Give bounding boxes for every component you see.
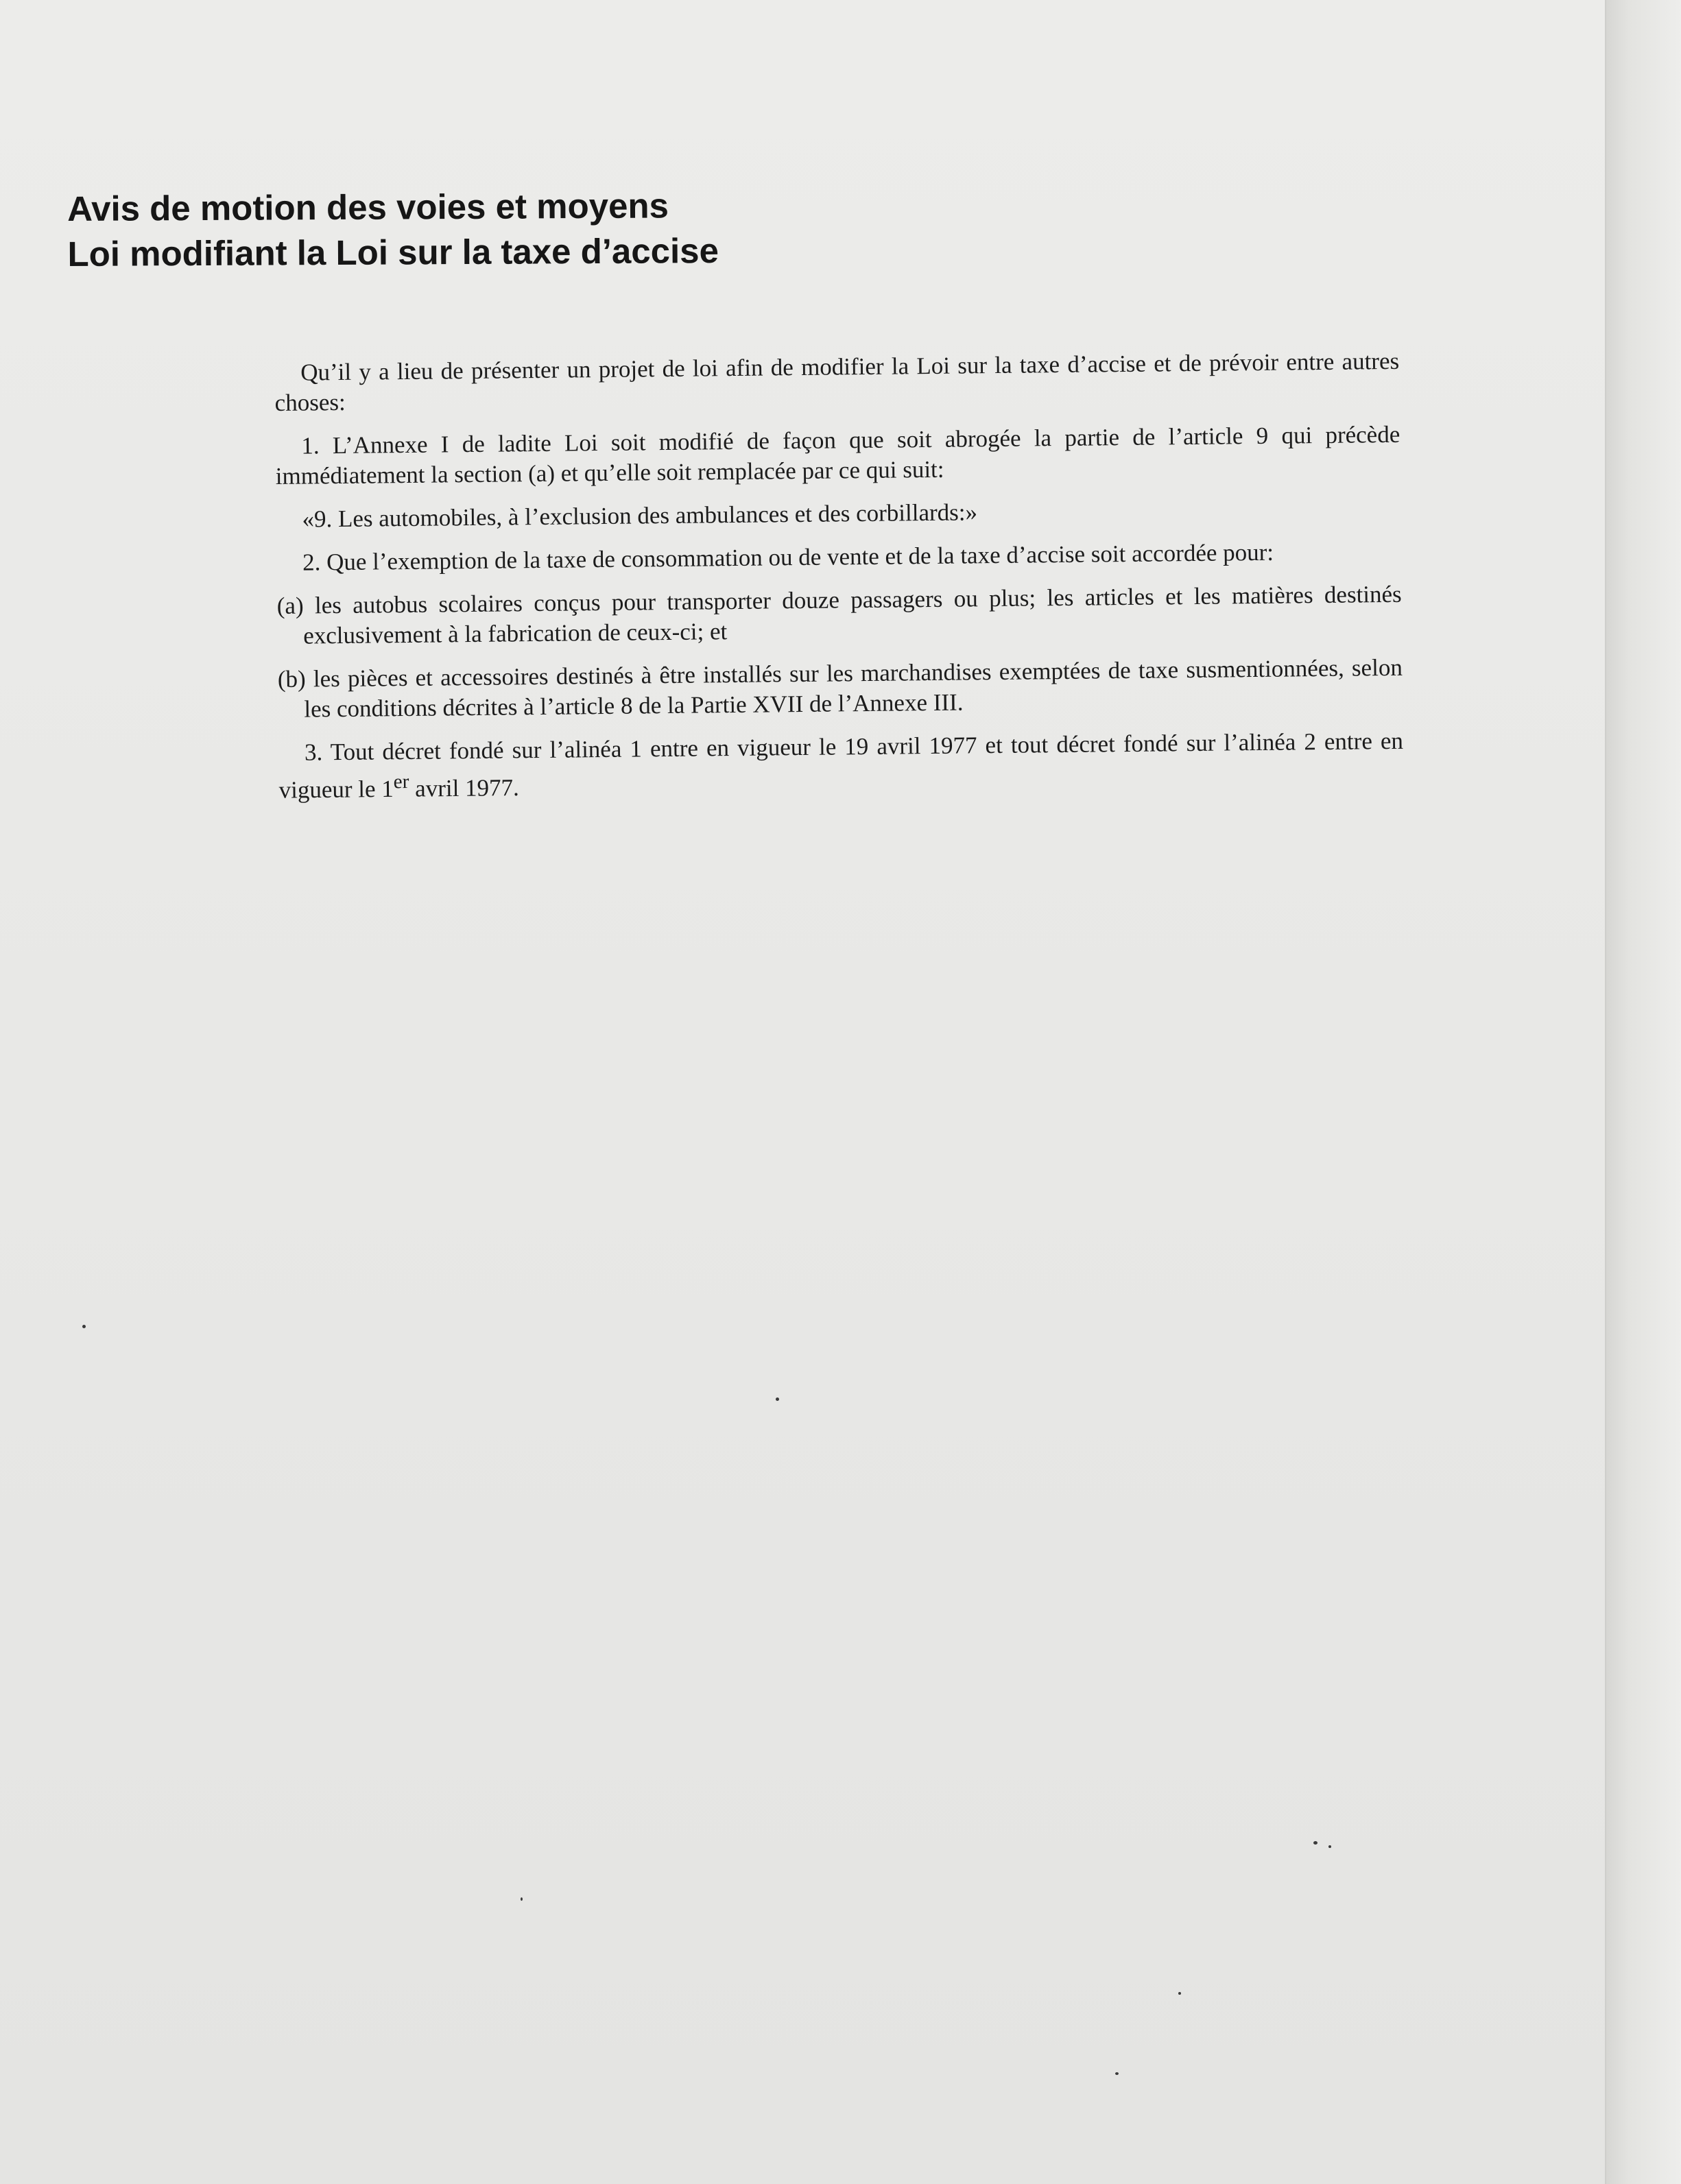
speck-mark [521,1897,523,1901]
notice-title-line-2: Loi modifiant la Loi sur la taxe d’accise [67,231,719,274]
paragraph-item-3-main: 3. Tout décret fondé sur l’alinéa 1 entre en vigueur le 19 avril 1977 et tout décret fondé sur l’alinéa 2 entre en vigueur le 1 [278,727,1404,804]
paragraph-item-3-end: avril 1977. [409,773,520,802]
notice-title-line-1: Avis de motion des voies et moyens [67,186,669,228]
page-edge [1605,0,1681,2184]
speck-mark [1328,1845,1331,1848]
speck-mark [1115,2072,1119,2075]
paragraph-item-2b: (b) les pièces et accessoires destinés à être installés sur les marchandises exemptées de taxe susmentionnées, selon les conditions décrites à l’article 8 de la Partie XVII de l’Annexe III. [277,653,1403,723]
speck-mark [82,1325,86,1328]
paragraph-item-3 [278,726,1404,806]
paragraph-item-1-quote: «9. Les automobiles, à l’exclusion des ambulances et des corbillards:» [302,499,978,533]
paragraph-item-3-superscript: er [393,770,409,793]
speck-mark [1313,1841,1318,1845]
notice-title [67,182,959,277]
intro-paragraph: Qu’il y a lieu de présenter un projet de loi afin de modifier la Loi sur la taxe d’accise et de prévoir entre autres choses: [274,347,1400,416]
paragraph-item-1: 1. L’Annexe I de ladite Loi soit modifié de façon que soit abrogée la partie de l’article 9 qui précède immédiatement la section (a) et qu’elle soit remplacée par ce qui suit: [275,420,1400,490]
notice-body [274,346,1404,819]
paragraph-item-2: 2. Que l’exemption de la taxe de consommation ou de vente et de la taxe d’accise soit accordée pour: [302,538,1274,576]
paragraph-item-2a: (a) les autobus scolaires conçus pour transporter douze passagers ou plus; les articles et les matières destinés exclusivement à la fabrication de ceux-ci; et [276,580,1402,649]
speck-mark [776,1397,779,1401]
speck-mark [1178,1992,1181,1995]
